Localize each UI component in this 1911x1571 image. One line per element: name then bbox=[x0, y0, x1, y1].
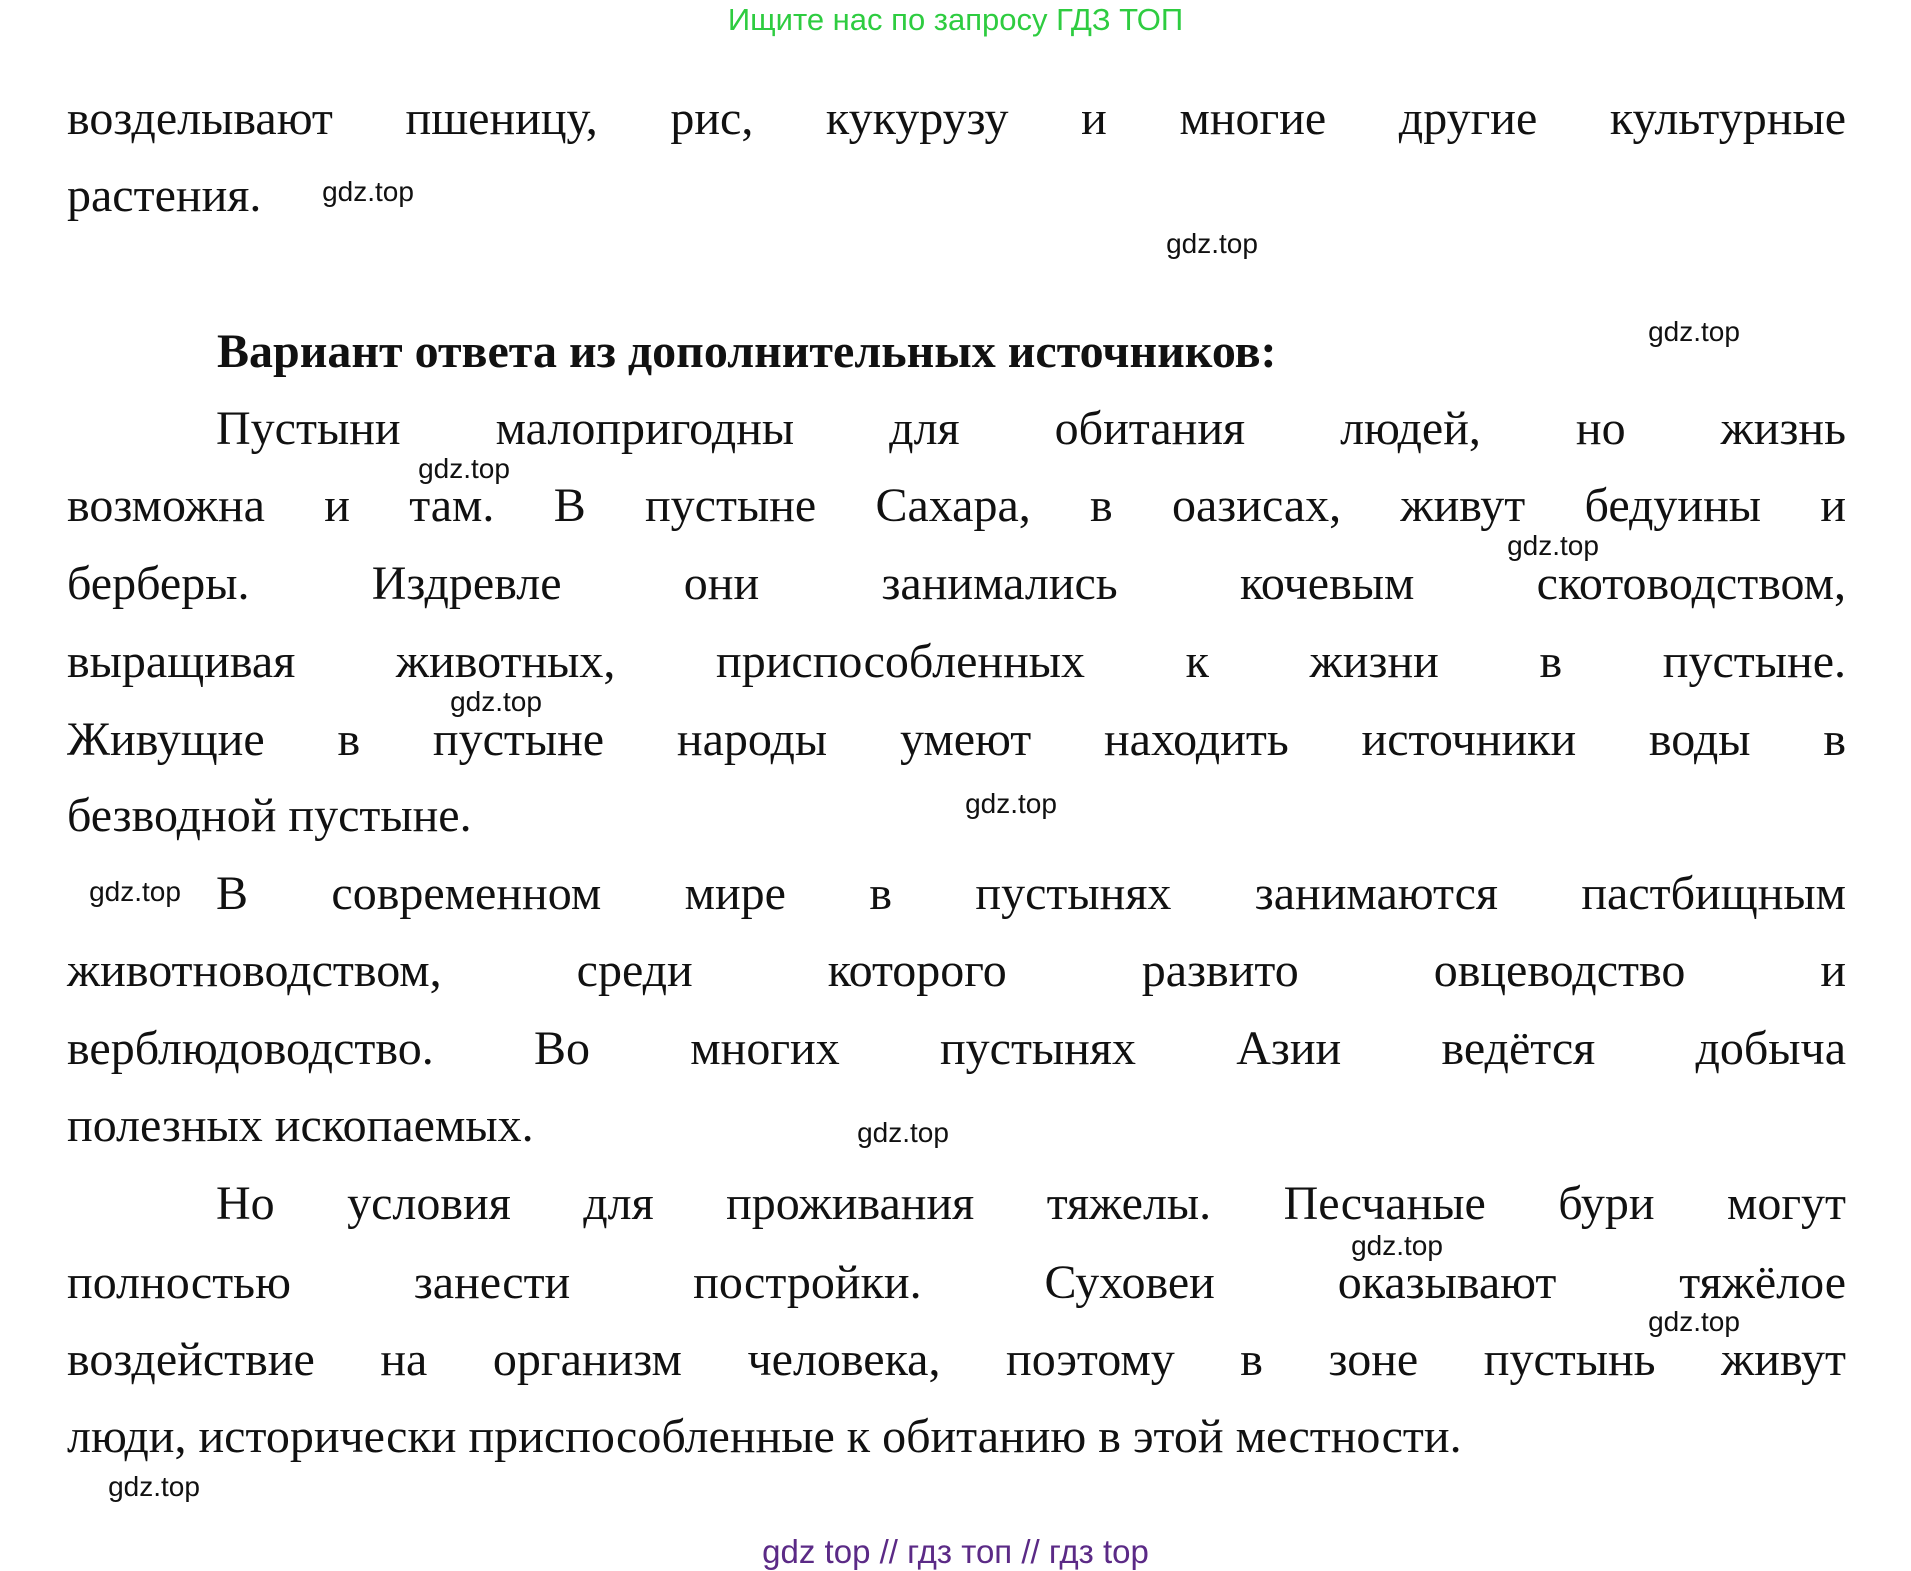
watermark: gdz.top bbox=[1351, 1230, 1443, 1261]
text-line: выращивая животных, приспособленных к жизни в пустыне. bbox=[67, 635, 1846, 688]
text-line: берберы. Издревле они занимались кочевым скотоводством, bbox=[67, 557, 1846, 610]
text-line: верблюдоводство. Во многих пустынях Азии ведётся добыча bbox=[67, 1022, 1846, 1075]
text-line: полезных ископаемых. bbox=[67, 1099, 534, 1152]
footer-banner: gdz top // гдз топ // гдз top bbox=[762, 1533, 1149, 1570]
watermark: gdz.top bbox=[857, 1117, 949, 1148]
watermark: gdz.top bbox=[1507, 530, 1599, 561]
text-line: Пустыни малопригодны для обитания людей, но жизнь bbox=[216, 402, 1846, 455]
section-heading: Вариант ответа из дополнительных источников: bbox=[217, 325, 1277, 378]
text-line: животноводством, среди которого развито овцеводство и bbox=[67, 944, 1846, 997]
text-line: Живущие в пустыне народы умеют находить источники воды в bbox=[67, 713, 1846, 766]
watermark: gdz.top bbox=[89, 876, 181, 907]
watermark: gdz.top bbox=[1648, 1306, 1740, 1337]
text-line: Но условия для проживания тяжелы. Песчаные бури могут bbox=[216, 1177, 1846, 1230]
text-line: возделывают пшеницу, рис, кукурузу и многие другие культурные bbox=[67, 92, 1846, 145]
watermark: gdz.top bbox=[965, 788, 1057, 819]
watermark: gdz.top bbox=[1166, 228, 1258, 259]
text-line: люди, исторически приспособленные к обитанию в этой местности. bbox=[67, 1410, 1462, 1463]
text-line: возможна и там. В пустыне Сахара, в оазисах, живут бедуины и bbox=[67, 479, 1846, 532]
text-line: безводной пустыне. bbox=[67, 789, 472, 842]
watermark: gdz.top bbox=[322, 176, 414, 207]
watermark: gdz.top bbox=[108, 1471, 200, 1502]
text-line: полностью занести постройки. Суховеи оказывают тяжёлое bbox=[67, 1256, 1846, 1309]
watermark: gdz.top bbox=[450, 686, 542, 717]
text-line: растения. bbox=[67, 169, 262, 222]
text-line: В современном мире в пустынях занимаются пастбищным bbox=[216, 867, 1846, 920]
text-line: воздействие на организм человека, поэтому в зоне пустынь живут bbox=[67, 1333, 1846, 1386]
header-banner: Ищите нас по запросу ГДЗ ТОП bbox=[727, 2, 1184, 37]
watermark: gdz.top bbox=[1648, 316, 1740, 347]
watermark: gdz.top bbox=[418, 453, 510, 484]
